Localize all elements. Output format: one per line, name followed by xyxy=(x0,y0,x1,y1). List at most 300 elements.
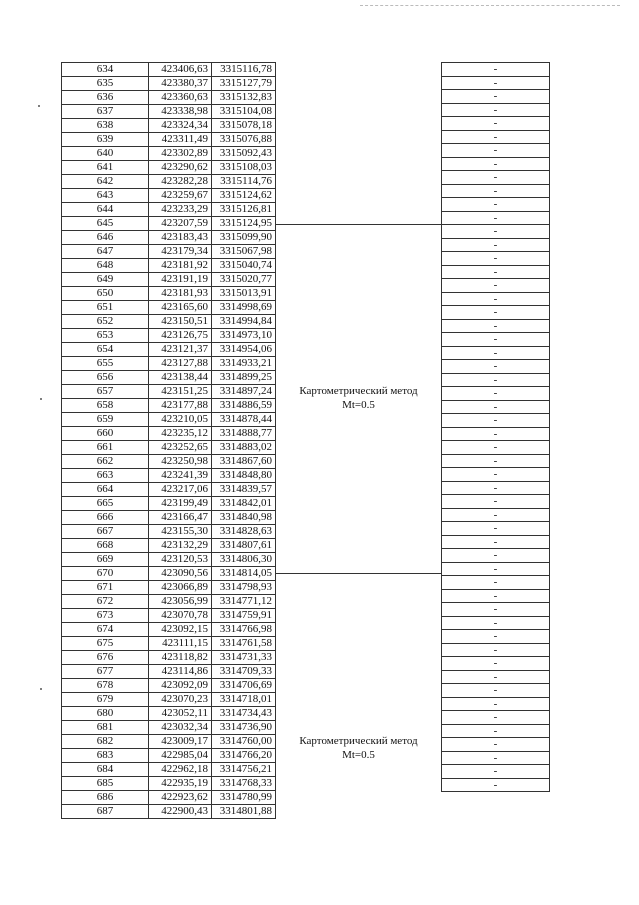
table-row xyxy=(62,763,276,777)
table-row xyxy=(62,357,276,371)
table-row xyxy=(442,400,550,414)
x-coordinate: 423127,88 xyxy=(149,357,212,371)
accuracy-dash: - xyxy=(442,684,550,698)
y-coordinate: 3314760,00 xyxy=(212,735,276,749)
table-row xyxy=(442,603,550,617)
point-number: 640 xyxy=(62,147,149,161)
table-row xyxy=(62,665,276,679)
point-number: 649 xyxy=(62,273,149,287)
y-coordinate: 3314801,88 xyxy=(212,805,276,819)
table-row xyxy=(62,805,276,819)
table-row xyxy=(62,91,276,105)
table-row xyxy=(442,360,550,374)
y-coordinate: 3315040,74 xyxy=(212,259,276,273)
x-coordinate: 423070,23 xyxy=(149,693,212,707)
x-coordinate: 423181,92 xyxy=(149,259,212,273)
y-coordinate: 3315020,77 xyxy=(212,273,276,287)
x-coordinate: 423092,09 xyxy=(149,679,212,693)
accuracy-dash: - xyxy=(442,400,550,414)
method-group-2 xyxy=(276,734,441,762)
table-row xyxy=(442,387,550,401)
table-row xyxy=(62,749,276,763)
point-number: 637 xyxy=(62,105,149,119)
table-row xyxy=(442,495,550,509)
table-row xyxy=(62,581,276,595)
y-coordinate: 3315013,91 xyxy=(212,287,276,301)
point-number: 676 xyxy=(62,651,149,665)
accuracy-dash: - xyxy=(442,265,550,279)
point-number: 670 xyxy=(62,567,149,581)
x-coordinate: 423235,12 xyxy=(149,427,212,441)
x-coordinate: 423118,82 xyxy=(149,651,212,665)
table-row xyxy=(442,778,550,792)
point-number: 643 xyxy=(62,189,149,203)
y-coordinate: 3314867,60 xyxy=(212,455,276,469)
x-coordinate: 423324,34 xyxy=(149,119,212,133)
table-row xyxy=(442,616,550,630)
table-row xyxy=(62,637,276,651)
x-coordinate: 422935,19 xyxy=(149,777,212,791)
x-coordinate: 423250,98 xyxy=(149,455,212,469)
point-number: 681 xyxy=(62,721,149,735)
x-coordinate: 423165,60 xyxy=(149,301,212,315)
table-row xyxy=(442,576,550,590)
accuracy-dash: - xyxy=(442,76,550,90)
table-row xyxy=(442,441,550,455)
table-row xyxy=(62,343,276,357)
table-row xyxy=(62,189,276,203)
point-number: 668 xyxy=(62,539,149,553)
x-coordinate: 423150,51 xyxy=(149,315,212,329)
group-separator-top xyxy=(276,224,441,225)
table-row xyxy=(442,171,550,185)
point-number: 635 xyxy=(62,77,149,91)
x-coordinate: 423191,19 xyxy=(149,273,212,287)
accuracy-dash: - xyxy=(442,319,550,333)
accuracy-dash: - xyxy=(442,117,550,131)
y-coordinate: 3315132,83 xyxy=(212,91,276,105)
x-coordinate: 423166,47 xyxy=(149,511,212,525)
table-row xyxy=(442,319,550,333)
y-coordinate: 3314897,24 xyxy=(212,385,276,399)
accuracy-dash: - xyxy=(442,184,550,198)
table-row xyxy=(62,399,276,413)
point-number: 663 xyxy=(62,469,149,483)
point-number: 669 xyxy=(62,553,149,567)
point-number: 667 xyxy=(62,525,149,539)
y-coordinate: 3314998,69 xyxy=(212,301,276,315)
table-row xyxy=(442,346,550,360)
x-coordinate: 423056,99 xyxy=(149,595,212,609)
table-row xyxy=(62,203,276,217)
x-coordinate: 423092,15 xyxy=(149,623,212,637)
y-coordinate: 3314807,61 xyxy=(212,539,276,553)
point-number: 675 xyxy=(62,637,149,651)
point-number: 657 xyxy=(62,385,149,399)
accuracy-dash: - xyxy=(442,238,550,252)
y-coordinate: 3314839,57 xyxy=(212,483,276,497)
accuracy-dash: - xyxy=(442,103,550,117)
point-number: 639 xyxy=(62,133,149,147)
point-number: 673 xyxy=(62,609,149,623)
table-row xyxy=(62,161,276,175)
y-coordinate: 3314814,05 xyxy=(212,567,276,581)
y-coordinate: 3314840,98 xyxy=(212,511,276,525)
table-row xyxy=(62,777,276,791)
accuracy-dash: - xyxy=(442,279,550,293)
point-number: 641 xyxy=(62,161,149,175)
y-coordinate: 3315124,95 xyxy=(212,217,276,231)
table-row xyxy=(62,245,276,259)
y-coordinate: 3314706,69 xyxy=(212,679,276,693)
point-number: 651 xyxy=(62,301,149,315)
accuracy-dash: - xyxy=(442,130,550,144)
point-number: 674 xyxy=(62,623,149,637)
x-coordinate: 423009,17 xyxy=(149,735,212,749)
table-row xyxy=(62,469,276,483)
table-row xyxy=(442,373,550,387)
table-row xyxy=(442,117,550,131)
table-row xyxy=(62,497,276,511)
table-row xyxy=(442,211,550,225)
y-coordinate: 3314806,30 xyxy=(212,553,276,567)
y-coordinate: 3315076,88 xyxy=(212,133,276,147)
table-row xyxy=(442,184,550,198)
accuracy-dash: - xyxy=(442,90,550,104)
x-coordinate: 423217,06 xyxy=(149,483,212,497)
scan-speck xyxy=(40,688,42,690)
point-number: 644 xyxy=(62,203,149,217)
table-row xyxy=(442,643,550,657)
y-coordinate: 3314954,06 xyxy=(212,343,276,357)
point-number: 648 xyxy=(62,259,149,273)
x-coordinate: 423252,65 xyxy=(149,441,212,455)
accuracy-dash: - xyxy=(442,616,550,630)
point-number: 638 xyxy=(62,119,149,133)
point-number: 655 xyxy=(62,357,149,371)
x-coordinate: 423126,75 xyxy=(149,329,212,343)
y-coordinate: 3314709,33 xyxy=(212,665,276,679)
point-number: 684 xyxy=(62,763,149,777)
accuracy-dash: - xyxy=(442,549,550,563)
method-group-1 xyxy=(276,384,441,412)
table-row xyxy=(62,525,276,539)
x-coordinate: 423259,67 xyxy=(149,189,212,203)
accuracy-dash: - xyxy=(442,481,550,495)
accuracy-dash: - xyxy=(442,225,550,239)
x-coordinate: 423181,93 xyxy=(149,287,212,301)
table-row xyxy=(442,238,550,252)
y-coordinate: 3314798,93 xyxy=(212,581,276,595)
accuracy-dash: - xyxy=(442,765,550,779)
table-row xyxy=(62,441,276,455)
y-coordinate: 3314883,02 xyxy=(212,441,276,455)
point-number: 666 xyxy=(62,511,149,525)
accuracy-dash-column xyxy=(441,62,550,792)
point-number: 661 xyxy=(62,441,149,455)
point-number: 660 xyxy=(62,427,149,441)
point-number: 646 xyxy=(62,231,149,245)
y-coordinate: 3314878,44 xyxy=(212,413,276,427)
coordinates-table xyxy=(61,62,276,819)
x-coordinate: 423121,37 xyxy=(149,343,212,357)
table-row xyxy=(442,265,550,279)
table-row xyxy=(62,707,276,721)
y-coordinate: 3314899,25 xyxy=(212,371,276,385)
x-coordinate: 423406,63 xyxy=(149,63,212,77)
x-coordinate: 423183,43 xyxy=(149,231,212,245)
y-coordinate: 3314718,01 xyxy=(212,693,276,707)
accuracy-dash: - xyxy=(442,333,550,347)
table-row xyxy=(62,175,276,189)
x-coordinate: 422985,04 xyxy=(149,749,212,763)
x-coordinate: 422923,62 xyxy=(149,791,212,805)
table-row xyxy=(442,292,550,306)
table-row xyxy=(62,385,276,399)
table-row xyxy=(62,273,276,287)
point-number: 662 xyxy=(62,455,149,469)
accuracy-dash: - xyxy=(442,697,550,711)
table-row xyxy=(442,657,550,671)
table-row xyxy=(442,454,550,468)
accuracy-dash: - xyxy=(442,198,550,212)
table-row xyxy=(442,684,550,698)
accuracy-dash: - xyxy=(442,292,550,306)
table-row xyxy=(62,315,276,329)
x-coordinate: 423070,78 xyxy=(149,609,212,623)
x-coordinate: 423360,63 xyxy=(149,91,212,105)
point-number: 645 xyxy=(62,217,149,231)
accuracy-dash: - xyxy=(442,643,550,657)
table-row xyxy=(442,414,550,428)
x-coordinate: 423052,11 xyxy=(149,707,212,721)
accuracy-dash: - xyxy=(442,657,550,671)
point-number: 678 xyxy=(62,679,149,693)
point-number: 680 xyxy=(62,707,149,721)
point-number: 642 xyxy=(62,175,149,189)
y-coordinate: 3314888,77 xyxy=(212,427,276,441)
y-coordinate: 3315114,76 xyxy=(212,175,276,189)
table-row xyxy=(62,735,276,749)
table-row xyxy=(442,535,550,549)
y-coordinate: 3315099,90 xyxy=(212,231,276,245)
table-row xyxy=(62,679,276,693)
point-number: 683 xyxy=(62,749,149,763)
point-number: 650 xyxy=(62,287,149,301)
accuracy-dash: - xyxy=(442,468,550,482)
table-row xyxy=(442,333,550,347)
accuracy-dash: - xyxy=(442,63,550,77)
point-number: 653 xyxy=(62,329,149,343)
y-coordinate: 3315127,79 xyxy=(212,77,276,91)
x-coordinate: 423311,49 xyxy=(149,133,212,147)
table-row xyxy=(62,567,276,581)
scan-top-artifact xyxy=(360,5,620,6)
x-coordinate: 423199,49 xyxy=(149,497,212,511)
point-number: 664 xyxy=(62,483,149,497)
accuracy-dash: - xyxy=(442,603,550,617)
method-label: Картометрический метод xyxy=(299,385,418,397)
y-coordinate: 3314759,91 xyxy=(212,609,276,623)
group-separator-bottom xyxy=(276,573,441,574)
y-coordinate: 3314973,10 xyxy=(212,329,276,343)
x-coordinate: 423302,89 xyxy=(149,147,212,161)
x-coordinate: 423114,86 xyxy=(149,665,212,679)
x-coordinate: 423241,39 xyxy=(149,469,212,483)
accuracy-dash: - xyxy=(442,346,550,360)
table-row xyxy=(442,562,550,576)
y-coordinate: 3314828,63 xyxy=(212,525,276,539)
accuracy-dash: - xyxy=(442,522,550,536)
y-coordinate: 3315067,98 xyxy=(212,245,276,259)
table-row xyxy=(62,259,276,273)
table-row xyxy=(442,522,550,536)
table-row xyxy=(62,553,276,567)
accuracy-dash: - xyxy=(442,252,550,266)
table-row xyxy=(442,589,550,603)
table-row xyxy=(62,413,276,427)
table-row xyxy=(442,751,550,765)
table-row xyxy=(442,157,550,171)
y-coordinate: 3315104,08 xyxy=(212,105,276,119)
y-coordinate: 3314994,84 xyxy=(212,315,276,329)
y-coordinate: 3314736,90 xyxy=(212,721,276,735)
accuracy-dash: - xyxy=(442,562,550,576)
x-coordinate: 423282,28 xyxy=(149,175,212,189)
x-coordinate: 423207,59 xyxy=(149,217,212,231)
accuracy-dash: - xyxy=(442,306,550,320)
table-row xyxy=(442,711,550,725)
y-coordinate: 3314766,20 xyxy=(212,749,276,763)
y-coordinate: 3315124,62 xyxy=(212,189,276,203)
table-row xyxy=(62,455,276,469)
point-number: 658 xyxy=(62,399,149,413)
x-coordinate: 423338,98 xyxy=(149,105,212,119)
table-row xyxy=(442,198,550,212)
point-number: 677 xyxy=(62,665,149,679)
accuracy-dash: - xyxy=(442,441,550,455)
table-row xyxy=(62,329,276,343)
point-number: 665 xyxy=(62,497,149,511)
y-coordinate: 3314780,99 xyxy=(212,791,276,805)
point-number: 672 xyxy=(62,595,149,609)
accuracy-dash: - xyxy=(442,576,550,590)
y-coordinate: 3315092,43 xyxy=(212,147,276,161)
table-row xyxy=(62,301,276,315)
table-row xyxy=(442,279,550,293)
accuracy-dash: - xyxy=(442,171,550,185)
table-row xyxy=(62,511,276,525)
y-coordinate: 3314768,33 xyxy=(212,777,276,791)
x-coordinate: 423290,62 xyxy=(149,161,212,175)
table-row xyxy=(442,549,550,563)
accuracy-dash: - xyxy=(442,670,550,684)
table-row xyxy=(442,144,550,158)
table-row xyxy=(442,130,550,144)
accuracy-dash: - xyxy=(442,427,550,441)
table-row xyxy=(442,103,550,117)
accuracy-dash: - xyxy=(442,630,550,644)
accuracy-label: Mt=0.5 xyxy=(342,749,375,761)
y-coordinate: 3314766,98 xyxy=(212,623,276,637)
table-row xyxy=(62,133,276,147)
table-row xyxy=(62,721,276,735)
table-row xyxy=(62,77,276,91)
point-number: 671 xyxy=(62,581,149,595)
y-coordinate: 3314734,43 xyxy=(212,707,276,721)
point-number: 686 xyxy=(62,791,149,805)
point-number: 652 xyxy=(62,315,149,329)
accuracy-dash: - xyxy=(442,144,550,158)
y-coordinate: 3315116,78 xyxy=(212,63,276,77)
y-coordinate: 3314842,01 xyxy=(212,497,276,511)
table-row xyxy=(442,468,550,482)
x-coordinate: 423155,30 xyxy=(149,525,212,539)
x-coordinate: 423138,44 xyxy=(149,371,212,385)
table-row xyxy=(442,63,550,77)
table-row xyxy=(62,791,276,805)
table-row xyxy=(62,595,276,609)
table-row xyxy=(442,306,550,320)
y-coordinate: 3314886,59 xyxy=(212,399,276,413)
table-row xyxy=(62,231,276,245)
x-coordinate: 423233,29 xyxy=(149,203,212,217)
x-coordinate: 422962,18 xyxy=(149,763,212,777)
table-row xyxy=(442,76,550,90)
accuracy-dash: - xyxy=(442,157,550,171)
table-row xyxy=(62,651,276,665)
point-number: 656 xyxy=(62,371,149,385)
x-coordinate: 423210,05 xyxy=(149,413,212,427)
y-coordinate: 3314756,21 xyxy=(212,763,276,777)
accuracy-label: Mt=0.5 xyxy=(342,399,375,411)
x-coordinate: 423132,29 xyxy=(149,539,212,553)
x-coordinate: 423032,34 xyxy=(149,721,212,735)
x-coordinate: 423090,56 xyxy=(149,567,212,581)
table-row xyxy=(62,609,276,623)
x-coordinate: 423151,25 xyxy=(149,385,212,399)
y-coordinate: 3315078,18 xyxy=(212,119,276,133)
table-row xyxy=(442,630,550,644)
y-coordinate: 3314731,33 xyxy=(212,651,276,665)
x-coordinate: 422900,43 xyxy=(149,805,212,819)
x-coordinate: 423177,88 xyxy=(149,399,212,413)
table-row xyxy=(442,225,550,239)
table-row xyxy=(62,539,276,553)
y-coordinate: 3315126,81 xyxy=(212,203,276,217)
table-row xyxy=(62,483,276,497)
accuracy-dash: - xyxy=(442,711,550,725)
table-row xyxy=(62,693,276,707)
table-row xyxy=(442,724,550,738)
accuracy-dash: - xyxy=(442,360,550,374)
accuracy-dash: - xyxy=(442,751,550,765)
point-number: 659 xyxy=(62,413,149,427)
table-row xyxy=(62,287,276,301)
y-coordinate: 3314771,12 xyxy=(212,595,276,609)
accuracy-dash: - xyxy=(442,738,550,752)
table-row xyxy=(442,738,550,752)
x-coordinate: 423111,15 xyxy=(149,637,212,651)
y-coordinate: 3314761,58 xyxy=(212,637,276,651)
accuracy-dash: - xyxy=(442,387,550,401)
table-row xyxy=(442,508,550,522)
point-number: 647 xyxy=(62,245,149,259)
point-number: 679 xyxy=(62,693,149,707)
point-number: 682 xyxy=(62,735,149,749)
scan-speck xyxy=(40,398,42,400)
method-label: Картометрический метод xyxy=(299,735,418,747)
